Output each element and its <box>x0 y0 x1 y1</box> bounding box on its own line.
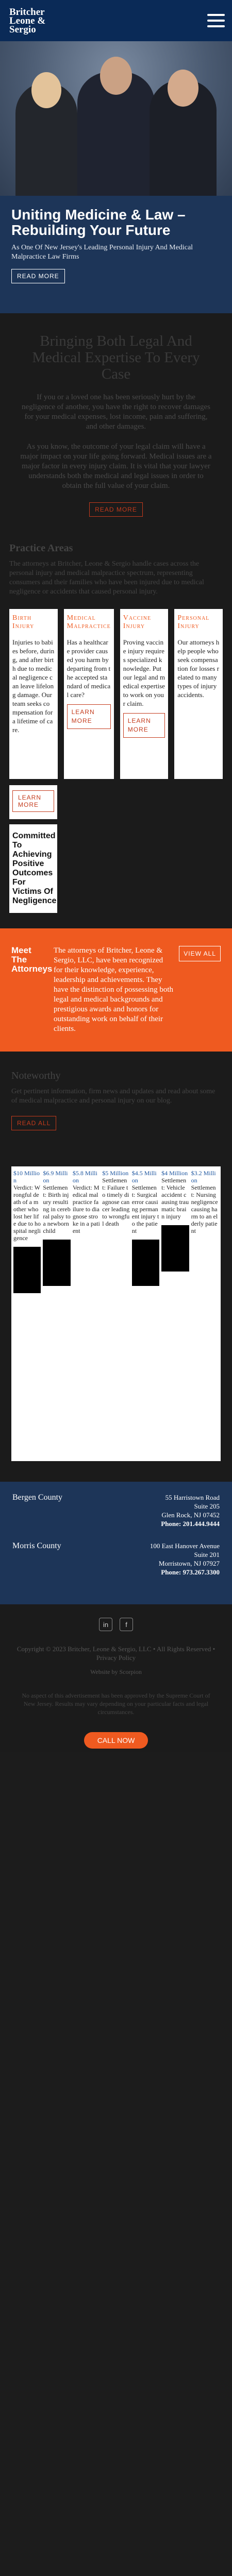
address-line: 100 East Hanover Avenue <box>150 1542 220 1550</box>
result-amount: $5 Million <box>102 1170 129 1177</box>
practice-areas <box>0 537 232 928</box>
noteworthy-title: Noteworthy <box>11 1070 61 1081</box>
attorneys-photo <box>0 41 232 201</box>
view-all-button[interactable]: VIEW ALL <box>179 946 221 961</box>
noteworthy-text: Get pertinent information, firm news and updates and read about some of medical malpractice and personal injury on our blog. <box>11 1088 216 1105</box>
office-phone[interactable]: Phone: 201.444.9444 <box>161 1520 220 1528</box>
hero-read-more-button[interactable]: READ MORE <box>11 269 65 283</box>
result-text: Settlement: Birth injury resulting in cerebral palsy to a newborn child <box>43 1184 71 1234</box>
copyright: Copyright © 2023 Britcher, Leone & Sergio, LLC • All Rights Reserved • Privacy Policy <box>16 1645 216 1662</box>
office-address <box>91 1541 220 1577</box>
practice-heading: Practice Areas <box>9 543 73 554</box>
office-name: Bergen County <box>12 1493 63 1502</box>
result-amount: $5.8 Million <box>72 1170 97 1184</box>
firm-logo[interactable] <box>9 8 45 34</box>
result-item[interactable] <box>102 1170 129 1458</box>
legal-disclaimer: No aspect of this advertisement has been approved by the Supreme Court of New Jersey. Results may vary depending on your particular facts and legal circumstances. <box>0 1681 232 1752</box>
site-footer <box>0 1645 232 1681</box>
result-amount: $4.5 Million <box>131 1170 157 1184</box>
result-item[interactable] <box>13 1170 41 1458</box>
facebook-icon[interactable]: f <box>120 1618 133 1631</box>
learn-more-button[interactable]: LEARN MORE <box>12 790 54 812</box>
office-name: Morris County <box>12 1541 61 1550</box>
logo-line-3: Sergio <box>9 24 36 35</box>
noteworthy-section <box>0 1052 232 1151</box>
result-item[interactable] <box>43 1170 70 1458</box>
address-line: Suite 205 <box>194 1502 220 1510</box>
result-amount: $6.9 Million <box>43 1170 68 1184</box>
site-header <box>0 0 232 41</box>
logo-line-1: Britcher <box>9 6 45 18</box>
card-title[interactable]: Medical Malpractice <box>67 614 111 630</box>
attorneys-text: The attorneys of Britcher, Leone & Sergio, LLC, have been recognized for their knowledge, experience, leadership and achievements. They have the distinction of possessing both legal and medical backgrounds and prestigious awards and honors for outstanding work on behalf of their clients. <box>54 946 174 1033</box>
practice-extra-card <box>9 785 57 819</box>
menu-icon[interactable] <box>207 14 225 27</box>
practice-card-vaccine-injury <box>120 609 169 779</box>
address-line: Morristown, NJ 07927 <box>158 1560 220 1567</box>
attorneys-section <box>0 928 232 1052</box>
card-text: Our attorneys help people who seek compensation for losses related to many types of injury accidents. <box>177 638 220 699</box>
card-text: Proving vaccine injury requires specialized knowledge. Put our legal and medical expertise to work on your claim. <box>123 638 165 707</box>
result-item[interactable] <box>73 1170 100 1458</box>
office-morris <box>12 1541 220 1577</box>
intro-paragraph-2: As you know, the outcome of your legal claim will have a major impact on your life going forward. Medical issues are a major factor in every injury claim. It is vital that your lawyer understands both the medical and legal issues in order to obtain the full value of your claim. <box>20 443 212 490</box>
case-results <box>0 1151 232 1482</box>
commitment-callout: Committed To Achieving Positive Outcomes For Victims Of Negligence <box>9 824 57 913</box>
attorneys-title: Meet The Attorneys <box>11 945 53 974</box>
intro-read-more-button[interactable]: READ MORE <box>89 502 143 517</box>
learn-more-button[interactable]: LEARN MORE <box>67 704 111 729</box>
practice-intro: The attorneys at Britcher, Leone & Sergio handle cases across the personal injury and medical malpractice spectrum, representing consumers and their families who have been injured due to medical negligence or accidents that caused personal injury. <box>9 560 204 596</box>
practice-card-medical-malpractice <box>64 609 114 779</box>
address-line: Suite 201 <box>194 1551 220 1558</box>
practice-card-personal-injury <box>174 609 223 779</box>
practice-card-birth-injury <box>9 609 58 779</box>
call-now-button[interactable]: CALL NOW <box>84 1732 148 1749</box>
result-amount: $3.2 Million <box>191 1170 216 1184</box>
read-all-button[interactable]: READ ALL <box>11 1116 56 1130</box>
logo-line-2: Leone & <box>9 15 46 26</box>
office-address <box>91 1493 220 1528</box>
office-locations <box>0 1482 232 1604</box>
hero <box>0 41 232 313</box>
card-title[interactable]: Personal Injury <box>177 614 210 630</box>
result-item[interactable] <box>161 1170 189 1458</box>
result-text: Settlement: Failure to timely diagnose cancer leading to wrongful death <box>102 1177 130 1227</box>
result-text: Verdict: Medical malpractice failure to diagnose stroke in a patient <box>72 1184 100 1234</box>
results-grid <box>11 1166 221 1461</box>
intro-section <box>0 313 232 537</box>
office-bergen <box>12 1493 220 1528</box>
website-credit[interactable]: Website by Scorpion <box>90 1668 142 1675</box>
result-amount: $10 Million <box>13 1170 40 1184</box>
result-text: Verdict: Wrongful death of a mother who lost her life due to hospital negligence <box>13 1184 41 1242</box>
result-amount: $4 Million <box>161 1170 188 1177</box>
address-line: Glen Rock, NJ 07452 <box>161 1511 220 1519</box>
card-title[interactable]: Vaccine Injury <box>123 614 152 630</box>
hero-title: Uniting Medicine & Law – Rebuilding Your Future <box>11 207 186 238</box>
result-text: Settlement: Surgical error causing permanent injury to the patient <box>131 1184 159 1234</box>
learn-more-button[interactable]: LEARN MORE <box>123 713 165 738</box>
result-text: Settlement: Vehicle accident causing traumatic brain injury <box>161 1177 189 1220</box>
card-text: Injuries to babies before, during, and after birth due to medical negligence can leave lifelong damage. Our team seeks compensation for a lifetime of care. <box>12 638 55 734</box>
call-bar <box>0 1728 232 1752</box>
office-phone[interactable]: Phone: 973.267.3300 <box>161 1568 220 1576</box>
card-title[interactable]: Birth Injury <box>12 614 35 630</box>
intro-paragraph-1: If you or a loved one has been seriously hurt by the negligence of another, you have the right to recover damages for your medical expenses, lost income, pain and suffering, and other damages. <box>22 393 210 431</box>
card-text: Has a healthcare provider caused you harm by departing from the accepted standard of medical care? <box>67 638 111 699</box>
hero-subtitle: As One Of New Jersey's Leading Personal Injury And Medical Malpractice Law Firms <box>11 244 193 261</box>
practice-cards <box>9 609 223 779</box>
address-line: 55 Harristown Road <box>165 1494 220 1501</box>
linkedin-icon[interactable]: in <box>99 1618 112 1631</box>
result-text: Settlement: Nursing negligence causing harm to an elderly patient <box>191 1184 218 1234</box>
result-item[interactable] <box>132 1170 159 1458</box>
social-links <box>0 1604 232 1645</box>
result-item[interactable] <box>191 1170 219 1458</box>
intro-title: Bringing Both Legal And Medical Expertise To Every Case <box>32 333 200 382</box>
